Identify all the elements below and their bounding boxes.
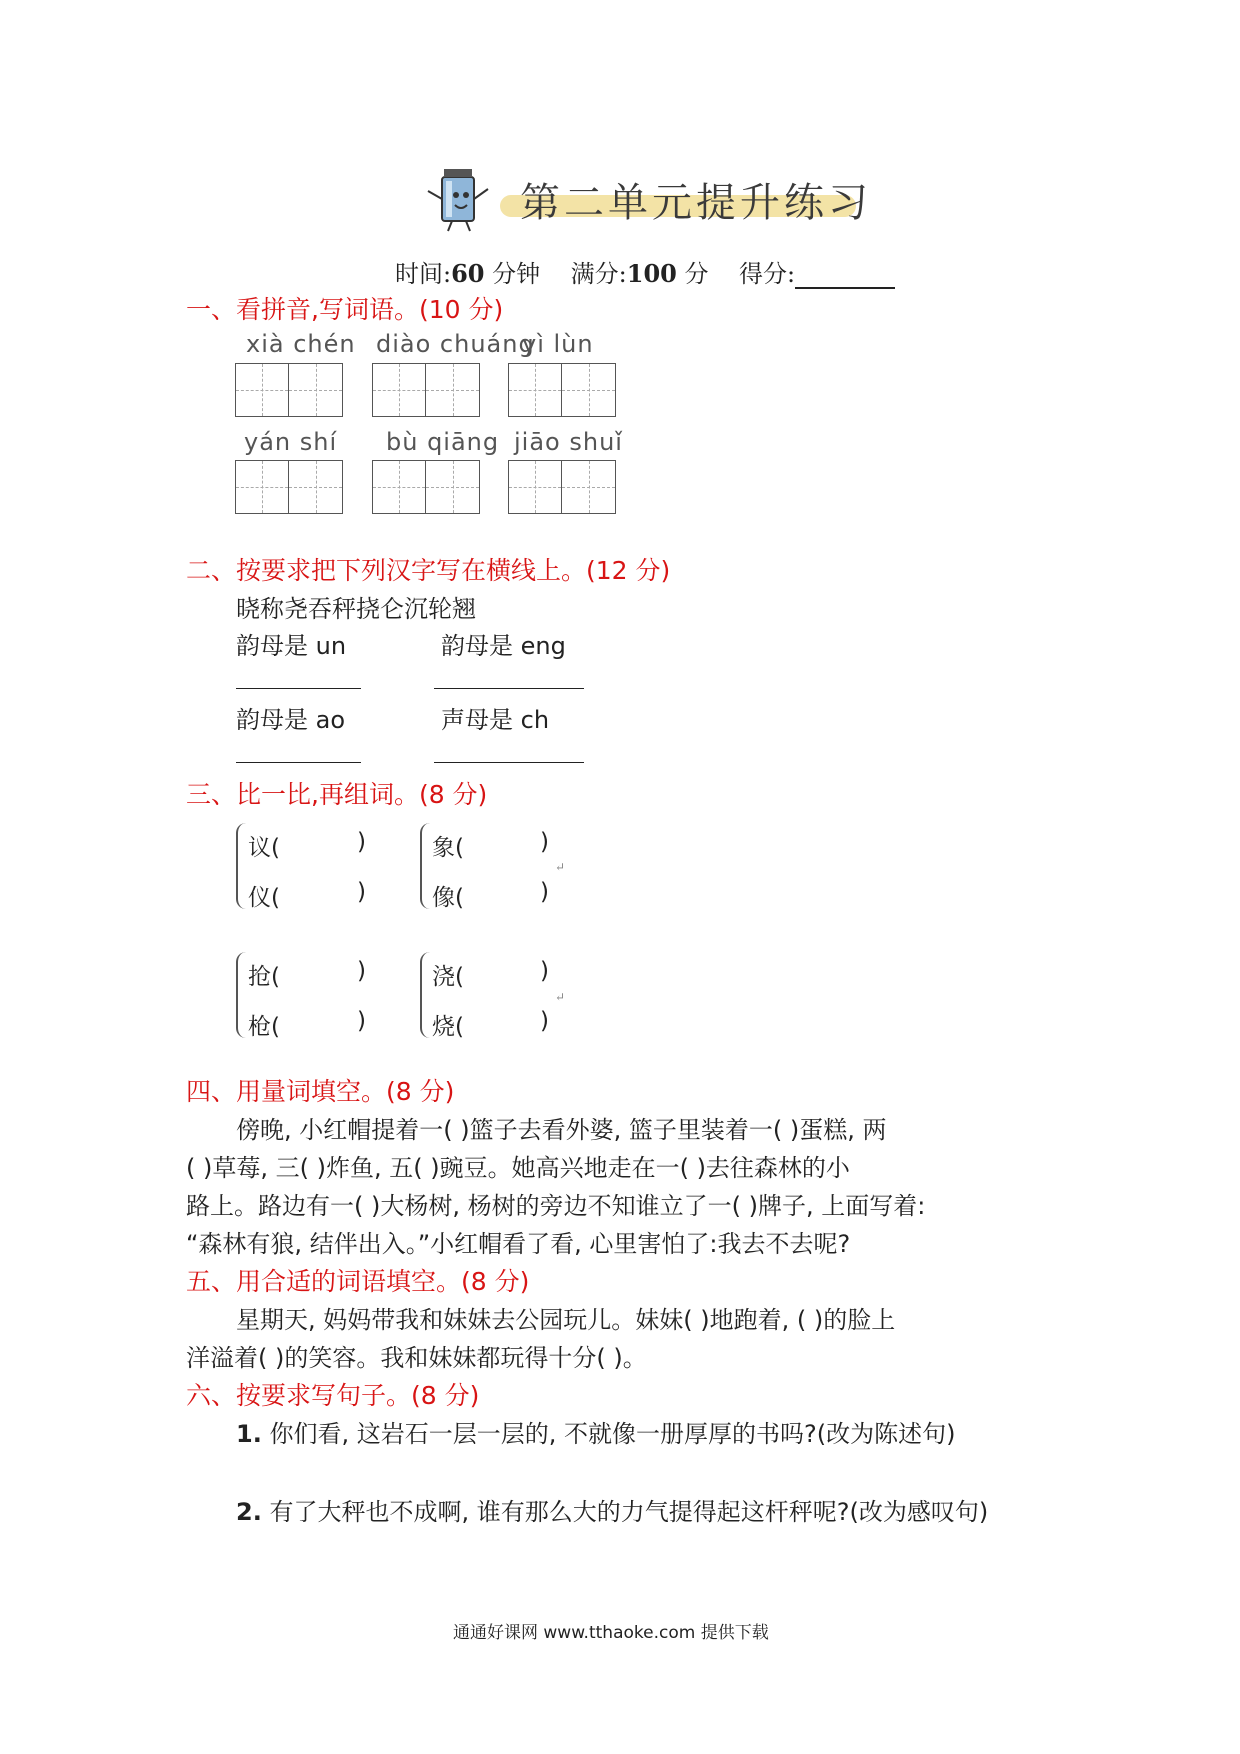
pinyin-6: jiāo shuǐ: [514, 428, 623, 456]
footer-credit: 通通好课网 www.tthaoke.com 提供下载: [453, 1623, 769, 1643]
answer-line[interactable]: [236, 688, 361, 689]
return-mark: ↵: [555, 860, 566, 874]
passage-line: 路上。路边有一( )大杨树, 杨树的旁边不知谁立了一( )牌子, 上面写着:: [186, 1192, 926, 1220]
compare-item: 象(: [432, 835, 464, 861]
character-list: 晓称尧吞秤挠仑沉轮翘: [236, 595, 476, 623]
score-blank[interactable]: [795, 263, 895, 289]
section1-heading: 一、看拼音,写词语。(10 分): [186, 295, 504, 324]
passage-line: 洋溢着( )的笑容。我和妹妹都玩得十分( )。: [186, 1344, 647, 1372]
time-value: 60: [451, 259, 485, 288]
question-text: 有了大秤也不成啊, 谁有那么大的力气提得起这杆秤呢?(改为感叹句): [269, 1498, 989, 1526]
compare-item: 像(: [432, 885, 464, 911]
close-paren: ): [357, 958, 366, 984]
page-title: 第二单元提升练习: [520, 180, 872, 226]
full-score-value: 100: [626, 259, 677, 288]
close-paren: ): [540, 958, 549, 984]
section6-heading: 六、按要求写句子。(8 分): [186, 1381, 480, 1410]
pinyin-1: xià chén: [246, 330, 356, 358]
full-score-unit: 分: [684, 260, 709, 288]
book-mascot-icon: [420, 165, 500, 235]
pinyin-3: yì lùn: [522, 330, 594, 358]
question-number: 1.: [236, 1420, 262, 1448]
pinyin-2: diào chuáng: [376, 330, 535, 358]
writing-box-5[interactable]: [372, 460, 480, 514]
return-mark: ↵: [555, 990, 566, 1004]
category-label: 韵母是 un: [236, 632, 347, 660]
compare-item: 抢(: [248, 964, 280, 990]
passage-line: “森林有狼, 结伴出入。”小红帽看了看, 心里害怕了:我去不去呢?: [186, 1230, 851, 1258]
question-2: [236, 1492, 988, 1527]
score-label: 得分:: [739, 260, 796, 288]
passage-line: 傍晚, 小红帽提着一( )篮子去看外婆, 篮子里装着一( )蛋糕, 两: [236, 1116, 887, 1144]
section2-heading: 二、按要求把下列汉字写在横线上。(12 分): [186, 556, 671, 585]
compare-item: 浇(: [432, 964, 464, 990]
close-paren: ): [540, 829, 549, 855]
question-number: 2.: [236, 1498, 262, 1526]
section3-heading: 三、比一比,再组词。(8 分): [186, 780, 488, 809]
title-banner: [420, 165, 880, 235]
close-paren: ): [357, 879, 366, 905]
full-score-label: 满分:: [570, 260, 627, 288]
compare-item: 议(: [248, 835, 280, 861]
close-paren: ): [357, 829, 366, 855]
answer-line[interactable]: [434, 762, 584, 763]
writing-box-3[interactable]: [508, 363, 616, 417]
category-label: 声母是 ch: [441, 706, 550, 734]
passage-line: 星期天, 妈妈带我和妹妹去公园玩儿。妹妹( )地跑着, ( )的脸上: [236, 1306, 896, 1334]
compare-item: 烧(: [432, 1014, 464, 1040]
time-unit: 分钟: [492, 260, 541, 288]
pinyin-5: bù qiāng: [386, 428, 500, 456]
section5-heading: 五、用合适的词语填空。(8 分): [186, 1267, 530, 1296]
compare-item: 仪(: [248, 885, 280, 911]
writing-box-4[interactable]: [235, 460, 343, 514]
writing-box-6[interactable]: [508, 460, 616, 514]
pinyin-4: yán shí: [244, 428, 338, 456]
time-label: 时间:: [395, 260, 452, 288]
writing-box-2[interactable]: [372, 363, 480, 417]
answer-line[interactable]: [434, 688, 584, 689]
question-1: [236, 1414, 955, 1449]
section4-heading: 四、用量词填空。(8 分): [186, 1077, 455, 1106]
close-paren: ): [357, 1008, 366, 1034]
close-paren: ): [540, 879, 549, 905]
writing-box-1[interactable]: [235, 363, 343, 417]
answer-line[interactable]: [236, 762, 361, 763]
category-label: 韵母是 eng: [441, 632, 566, 660]
compare-item: 枪(: [248, 1014, 280, 1040]
passage-line: ( )草莓, 三( )炸鱼, 五( )豌豆。她高兴地走在一( )去往森林的小: [186, 1154, 850, 1182]
exam-meta: [395, 254, 895, 289]
close-paren: ): [540, 1008, 549, 1034]
question-text: 你们看, 这岩石一层一层的, 不就像一册厚厚的书吗?(改为陈述句): [269, 1420, 956, 1448]
category-label: 韵母是 ao: [236, 706, 346, 734]
